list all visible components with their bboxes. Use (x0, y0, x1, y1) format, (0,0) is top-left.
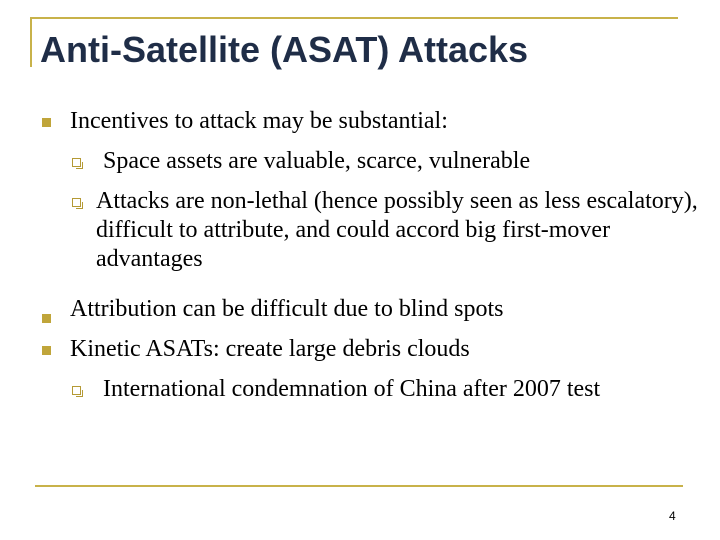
filled-square-icon (42, 118, 51, 127)
hollow-square-shadow-icon (72, 386, 81, 395)
hollow-square-shadow-icon (72, 198, 81, 207)
sub-bullet-text: Space assets are valuable, scarce, vulnerable (103, 148, 531, 174)
hollow-square-shadow-icon (72, 158, 81, 167)
page-number: 4 (669, 509, 676, 523)
sub-bullet-text: International condemnation of China after 2007 test (103, 376, 601, 402)
bullet-text: Kinetic ASATs: create large debris clouds (70, 336, 470, 362)
bullet-text: Attribution can be difficult due to blind spots (70, 296, 504, 322)
bullet-text: Incentives to attack may be substantial: (70, 108, 448, 134)
sub-bullet-text: Attacks are non-lethal (hence possibly seen as less escalatory), difficult to attribute, and could accord big first-mover advantages (96, 188, 698, 272)
slide-title: Anti-Satellite (ASAT) Attacks (40, 29, 529, 70)
filled-square-icon (42, 346, 51, 355)
filled-square-icon (42, 314, 51, 323)
